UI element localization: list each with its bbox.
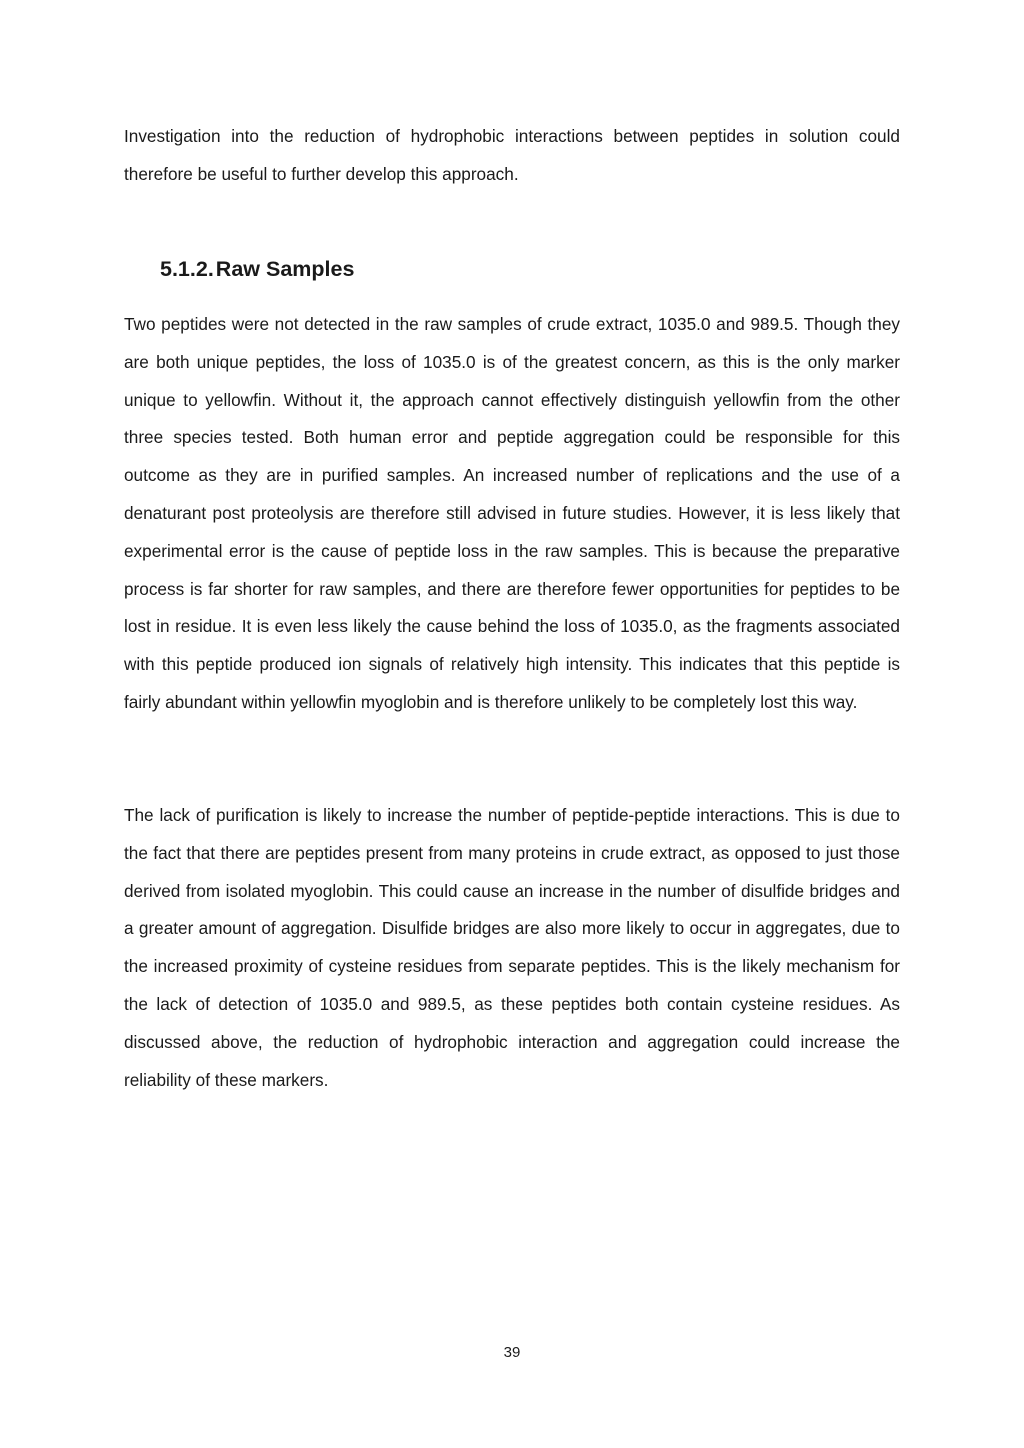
section-heading	[160, 252, 354, 286]
section-number: 5.1.2.	[160, 257, 214, 281]
body-paragraph-purification: The lack of purification is likely to increase the number of peptide-peptide interactions. This is due to the fact that there are peptides present from many proteins in crude extract, as opposed to just those derived from isolated myoglobin. This could cause an increase in the number of disulfide bridges and a greater amount of aggregation. Disulfide bridges are also more likely to occur in aggregates, due to the increased proximity of cysteine residues from separate peptides. This is the likely mechanism for the lack of detection of 1035.0 and 989.5, as these peptides both contain cysteine residues. As discussed above, the reduction of hydrophobic interaction and aggregation could increase the reliability of these markers.	[124, 805, 900, 1090]
section-title: Raw Samples	[215, 257, 355, 281]
intro-paragraph: Investigation into the reduction of hydrophobic interactions between peptides in solution could therefore be useful to further develop this approach.	[124, 126, 900, 184]
page-number: 39	[503, 1344, 521, 1361]
body-paragraph-raw-samples: Two peptides were not detected in the raw samples of crude extract, 1035.0 and 989.5. Though they are both unique peptides, the loss of 1035.0 is of the greatest concern, as this is the only marker unique to yellowfin. Without it, the approach cannot effectively distinguish yellowfin from the other three species tested. Both human error and peptide aggregation could be responsible for this outcome as they are in purified samples. An increased number of replications and the use of a denaturant post proteolysis are therefore still advised in future studies. However, it is less likely that experimental error is the cause of peptide loss in the raw samples. This is because the preparative process is far shorter for raw samples, and there are therefore fewer opportunities for peptides to be lost in residue. It is even less likely the cause behind the loss of 1035.0, as the fragments associated with this peptide produced ion signals of relatively high intensity. This indicates that this peptide is fairly abundant within yellowfin myoglobin and is therefore unlikely to be completely lost this way.	[124, 314, 900, 712]
